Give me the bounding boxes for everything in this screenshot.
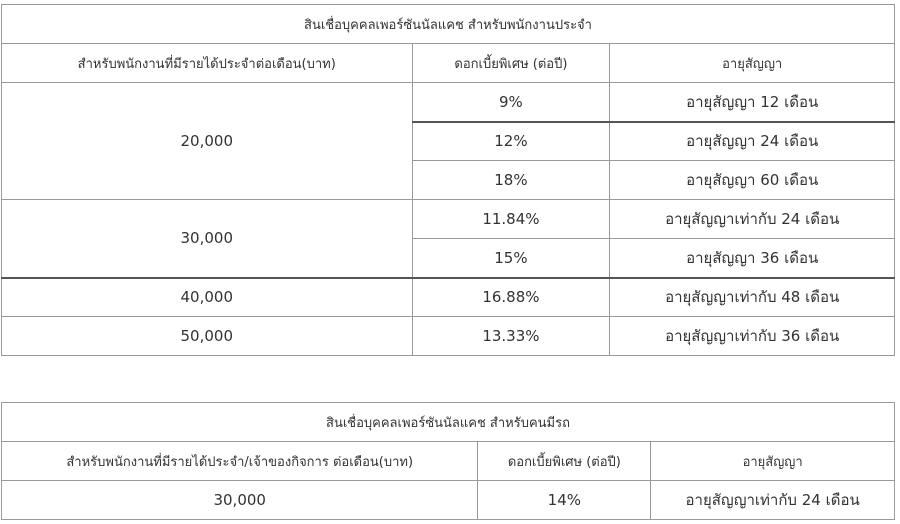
term-cell: อายุสัญญาเท่ากับ 36 เดือน <box>610 317 895 356</box>
income-header: สำหรับพนักงานที่มีรายได้ประจำต่อเดือน(บาท) <box>2 44 413 83</box>
rate-cell: 11.84% <box>412 200 610 239</box>
table-row <box>2 481 895 520</box>
table-row <box>2 317 895 356</box>
employee-loan-table <box>1 4 895 356</box>
income-cell: 30,000 <box>2 481 478 520</box>
rate-cell: 18% <box>412 161 610 200</box>
table-row <box>2 278 895 317</box>
rate-cell: 14% <box>478 481 651 520</box>
term-cell: อายุสัญญา 36 เดือน <box>610 239 895 278</box>
income-cell: 20,000 <box>2 83 413 200</box>
term-cell: อายุสัญญาเท่ากับ 48 เดือน <box>610 278 895 317</box>
rate-cell: 9% <box>412 83 610 122</box>
term-cell: อายุสัญญา 24 เดือน <box>610 122 895 161</box>
income-header: สำหรับพนักงานที่มีรายได้ประจำ/เจ้าของกิจการ ต่อเดือน(บาท) <box>2 442 478 481</box>
income-cell: 40,000 <box>2 278 413 317</box>
term-cell: อายุสัญญาเท่ากับ 24 เดือน <box>610 200 895 239</box>
car-owner-loan-table <box>1 402 895 520</box>
rate-cell: 16.88% <box>412 278 610 317</box>
term-cell: อายุสัญญาเท่ากับ 24 เดือน <box>651 481 895 520</box>
rate-cell: 12% <box>412 122 610 161</box>
rate-cell: 15% <box>412 239 610 278</box>
term-cell: อายุสัญญา 60 เดือน <box>610 161 895 200</box>
term-cell: อายุสัญญา 12 เดือน <box>610 83 895 122</box>
rate-header: ดอกเบี้ยพิเศษ (ต่อปี) <box>478 442 651 481</box>
term-header: อายุสัญญา <box>651 442 895 481</box>
table-title: สินเชื่อบุคคลเพอร์ซันนัลแคช สำหรับคนมีรถ <box>2 403 895 442</box>
income-cell: 50,000 <box>2 317 413 356</box>
table-title: สินเชื่อบุคคลเพอร์ซันนัลแคช สำหรับพนักงานประจำ <box>2 5 895 44</box>
rate-cell: 13.33% <box>412 317 610 356</box>
income-cell: 30,000 <box>2 200 413 278</box>
table-row <box>2 83 895 122</box>
rate-header: ดอกเบี้ยพิเศษ (ต่อปี) <box>412 44 610 83</box>
table-row <box>2 200 895 239</box>
term-header: อายุสัญญา <box>610 44 895 83</box>
